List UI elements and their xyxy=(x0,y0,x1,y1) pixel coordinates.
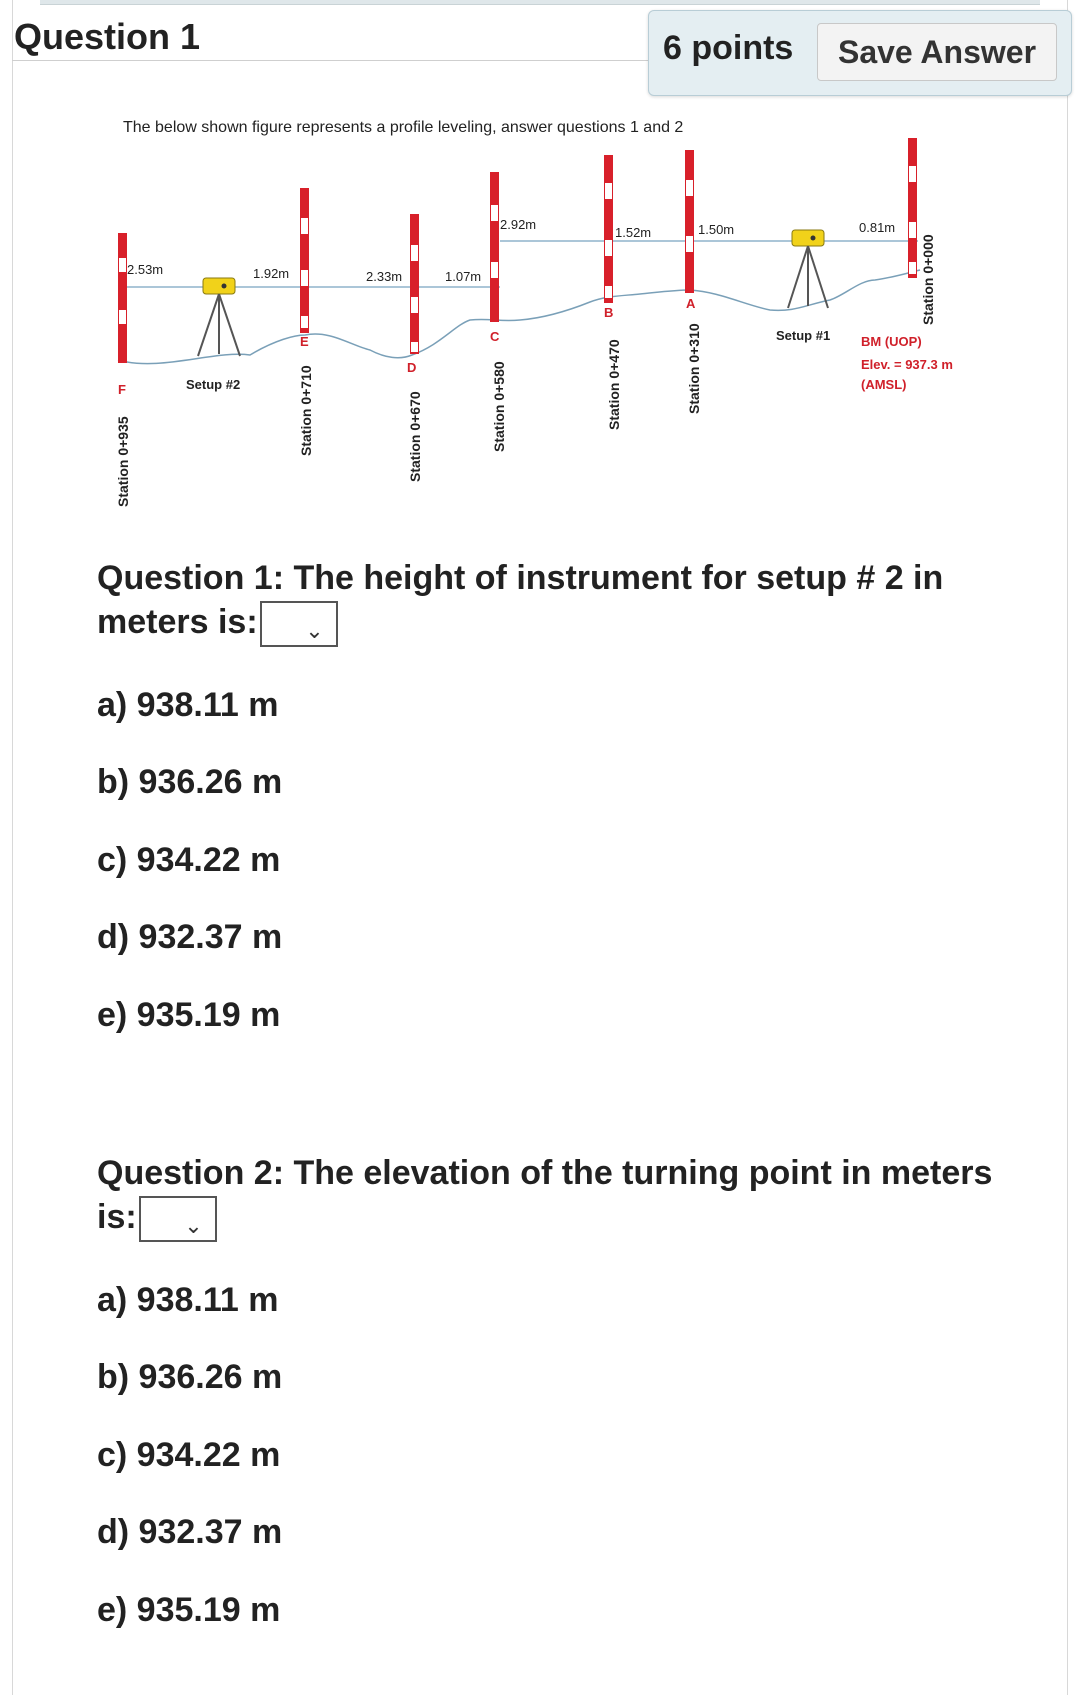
point-letter: A xyxy=(686,296,696,311)
rod-c xyxy=(490,172,499,322)
rod-d xyxy=(410,214,419,354)
level-instrument-setup1 xyxy=(788,230,828,308)
station-label: Station 0+000 xyxy=(920,234,936,325)
q2-choice-b: b) 936.26 m xyxy=(97,1358,283,1396)
station-label: Station 0+710 xyxy=(298,365,314,456)
point-letter: C xyxy=(490,329,500,344)
reading-label: 2.53m xyxy=(127,262,164,277)
chevron-down-icon: ⌄ xyxy=(184,1213,203,1239)
station-label: Station 0+470 xyxy=(606,339,622,430)
setup-label: Setup #1 xyxy=(776,328,831,343)
q1-choice-a: a) 938.11 m xyxy=(97,686,279,724)
station-label: Station 0+935 xyxy=(115,416,131,507)
reading-label: 1.07m xyxy=(445,269,482,284)
q2-choice-c: c) 934.22 m xyxy=(97,1436,281,1474)
reading-label: 1.92m xyxy=(253,266,290,281)
question-1 xyxy=(97,556,1017,647)
q2-choice-a: a) 938.11 m xyxy=(97,1281,279,1319)
q1-choice-e: e) 935.19 m xyxy=(97,996,281,1034)
question-title: Question 1 xyxy=(14,16,201,57)
q1-choice-b: b) 936.26 m xyxy=(97,763,283,801)
point-letter: B xyxy=(604,305,614,320)
intro-text: The below shown figure represents a profile leveling, answer questions 1 and 2 xyxy=(123,119,684,136)
rod-bm xyxy=(908,138,917,278)
station-label: Station 0+580 xyxy=(491,361,507,452)
reading-label: 2.92m xyxy=(500,217,537,232)
question-1-text: Question 1: The height of instrument for setup # 2 in meters is: xyxy=(97,559,944,641)
profile-leveling-diagram xyxy=(0,0,1080,540)
question-1-answer-dropdown[interactable] xyxy=(260,601,338,647)
question-2-text: Question 2: The elevation of the turning point in meters is: xyxy=(97,1154,993,1236)
rod-f xyxy=(118,233,127,363)
level-instrument-setup2 xyxy=(198,278,240,356)
q2-choice-d: d) 932.37 m xyxy=(97,1513,283,1551)
point-letter: D xyxy=(407,360,417,375)
q2-choice-e: e) 935.19 m xyxy=(97,1591,281,1629)
chevron-down-icon: ⌄ xyxy=(305,618,324,644)
q1-choice-d: d) 932.37 m xyxy=(97,918,283,956)
point-letter: F xyxy=(118,382,126,397)
benchmark-name: BM (UOP) xyxy=(861,334,922,349)
q1-choice-c: c) 934.22 m xyxy=(97,841,281,879)
question-2 xyxy=(97,1151,1017,1242)
benchmark-datum: (AMSL) xyxy=(861,377,907,392)
benchmark-elevation: Elev. = 937.3 m xyxy=(861,357,953,372)
station-label: Station 0+670 xyxy=(407,391,423,482)
reading-label: 1.52m xyxy=(615,225,652,240)
rod-a xyxy=(685,150,694,293)
point-letter: E xyxy=(300,334,309,349)
reading-label: 1.50m xyxy=(698,222,735,237)
question-2-answer-dropdown[interactable] xyxy=(139,1196,217,1242)
rod-e xyxy=(300,188,309,333)
points-label: 6 points xyxy=(663,29,794,67)
rod-b xyxy=(604,155,613,303)
reading-label: 0.81m xyxy=(859,220,896,235)
station-label: Station 0+310 xyxy=(686,323,702,414)
setup-label: Setup #2 xyxy=(186,377,241,392)
save-answer-button[interactable]: Save Answer xyxy=(817,23,1057,81)
reading-label: 2.33m xyxy=(366,269,403,284)
